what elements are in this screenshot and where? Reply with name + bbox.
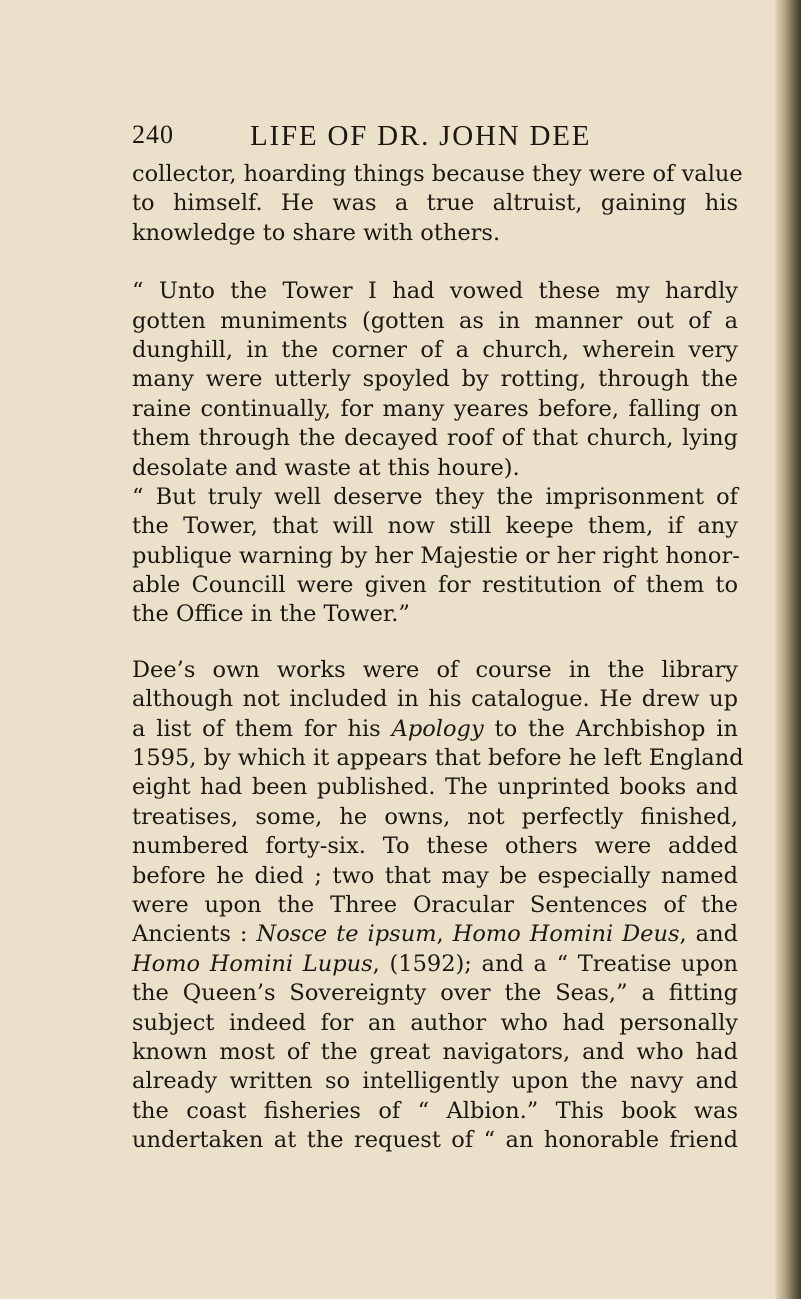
text-line: the Office in the Tower.” [132, 601, 410, 628]
text-run: , and [679, 921, 738, 948]
paragraph [132, 656, 744, 1156]
text-line: 1595, by which it appears that before he left England [132, 745, 744, 772]
text-line: undertaken at the request of “ an honorable friend [132, 1127, 738, 1154]
text-line: Dee’s own works were of course in the library [132, 656, 738, 683]
page-body [132, 160, 744, 1156]
text-line: eight had been published. The unprinted books and [132, 774, 738, 801]
text-line: many were utterly spoyled by rotting, through the [132, 366, 738, 393]
text-line: collector, hoarding things because they were of value [132, 161, 743, 187]
running-head-title: LIFE OF DR. JOHN DEE [250, 120, 592, 152]
italic-book-title: Apology [391, 715, 484, 742]
text-line [132, 715, 738, 744]
text-line: publique warning by her Majestie or her right honor- [132, 542, 740, 569]
text-line: known most of the great navigators, and who had [132, 1038, 738, 1065]
text-line: “ Unto the Tower I had vowed these my hardly [132, 278, 738, 305]
text-line: them through the decayed roof of that church, lying [132, 425, 738, 452]
text-line: “ But truly well deserve they the imprisonment of [132, 483, 738, 510]
italic-latin-phrase: Nosce te ipsum [256, 921, 437, 948]
page-number: 240 [132, 120, 174, 149]
page-edge-shadow [775, 0, 801, 1299]
text-line: already written so intelligently upon the navy and [132, 1068, 738, 1095]
text-line: dunghill, in the corner of a church, wherein very [132, 336, 738, 363]
text-line: although not included in his catalogue. He drew up [132, 686, 738, 713]
block-quote [132, 277, 738, 483]
text-line: knowledge to share with others. [132, 219, 501, 246]
text-line: subject indeed for an author who had personally [132, 1009, 738, 1036]
block-quote [132, 483, 738, 630]
italic-latin-phrase: Homo Homini Deus [452, 921, 680, 948]
text-run: Ancients : [132, 921, 257, 948]
text-line: were upon the Three Oracular Sentences of the [132, 891, 738, 918]
text-line: the Tower, that will now still keepe them, if any [132, 513, 738, 540]
text-line [132, 920, 738, 949]
text-line: before he died ; two that may be especially named [132, 862, 738, 889]
text-line: the Queen’s Sovereignty over the Seas,” a fitting [132, 980, 738, 1007]
text-line: numbered forty-six. To these others were added [132, 833, 738, 860]
text-line: able Councill were given for restitution of them to [132, 572, 738, 599]
text-run: , (1592); and a “ Treatise upon [372, 950, 738, 977]
text-run: to the Archbishop in [483, 715, 738, 742]
text-line: treatises, some, he owns, not perfectly finished, [132, 803, 738, 830]
text-line: the coast fisheries of “ Albion.” This book was [132, 1097, 738, 1124]
text-line: to himself. He was a true altruist, gaining his [132, 190, 738, 217]
text-line: desolate and waste at this houre). [132, 454, 520, 481]
paragraph [132, 160, 743, 248]
text-run: a list of them for his [132, 715, 392, 742]
italic-latin-phrase: Homo Homini Lupus [132, 950, 373, 977]
text-line: raine continually, for many yeares before, falling on [132, 395, 738, 422]
text-line [132, 950, 738, 979]
page-header [132, 120, 762, 156]
text-line: gotten muniments (gotten as in manner out of a [132, 307, 738, 334]
text-run: , [436, 921, 453, 948]
